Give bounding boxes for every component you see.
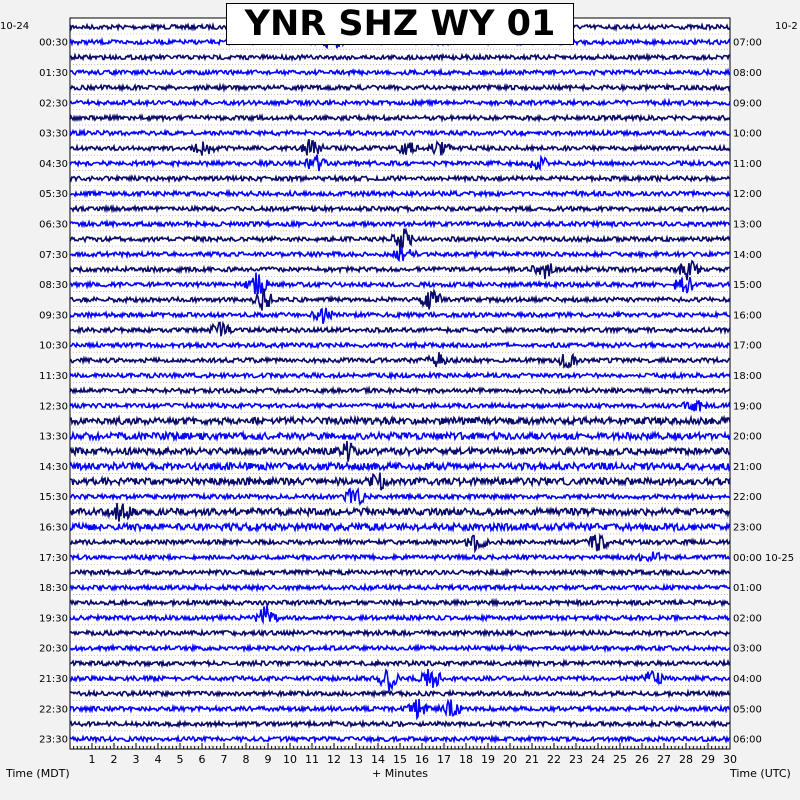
x-tick-label: 10 [283, 753, 297, 766]
left-time-label: 04:30 [39, 158, 68, 170]
x-tick-label: 15 [393, 753, 407, 766]
left-time-label: 03:30 [39, 128, 68, 140]
left-time-label: 22:30 [39, 704, 68, 716]
left-time-label: 21:30 [39, 673, 68, 685]
left-time-label: 07:30 [39, 249, 68, 261]
x-tick-label: 22 [547, 753, 561, 766]
left-time-label: 13:30 [39, 431, 68, 443]
x-tick-label: 24 [591, 753, 605, 766]
x-tick-label: 23 [569, 753, 583, 766]
left-time-label: 14:30 [39, 461, 68, 473]
right-time-label: 17:00 [733, 340, 762, 352]
right-time-label: 18:00 [733, 370, 762, 382]
left-time-label: 08:30 [39, 280, 68, 292]
left-time-label: 18:30 [39, 583, 68, 595]
x-tick-label: 27 [657, 753, 671, 766]
plot-frame [70, 18, 730, 749]
x-axis-center-title: + Minutes [372, 767, 429, 780]
x-tick-label: 19 [481, 753, 495, 766]
x-tick-label: 17 [437, 753, 451, 766]
left-time-label: 20:30 [39, 643, 68, 655]
left-time-label: 05:30 [39, 189, 68, 201]
right-time-labels [733, 38, 794, 746]
left-time-label: 00:30 [39, 37, 68, 49]
left-time-label: 23:30 [39, 734, 68, 746]
right-time-label: 14:00 [733, 249, 762, 261]
x-axis-right-title: Time (UTC) [730, 767, 791, 780]
x-tick-label: 8 [242, 753, 250, 766]
x-tick-label: 9 [264, 753, 272, 766]
x-tick-label: 7 [220, 753, 228, 766]
left-time-label: 11:30 [39, 370, 68, 382]
right-time-label: 02:00 [733, 613, 762, 625]
x-tick-label: 1 [88, 753, 96, 766]
x-tick-label: 12 [327, 753, 341, 766]
right-time-label: 09:00 [733, 98, 762, 110]
right-time-label: 16:00 [733, 310, 762, 322]
x-tick-label: 6 [198, 753, 206, 766]
right-time-label: 01:00 [733, 583, 762, 595]
left-time-label: 19:30 [39, 613, 68, 625]
right-time-label: 08:00 [733, 67, 762, 79]
left-time-label: 15:30 [39, 492, 68, 504]
right-time-label: 20:00 [733, 431, 762, 443]
left-time-label: 16:30 [39, 522, 68, 534]
right-time-label: 13:00 [733, 219, 762, 231]
x-tick-label: 18 [459, 753, 473, 766]
x-tick-label: 3 [132, 753, 140, 766]
right-time-label: 07:00 [733, 37, 762, 49]
right-time-label: 00:00 10-25 [733, 552, 795, 564]
right-time-label: 23:00 [733, 522, 762, 534]
right-time-label: 19:00 [733, 401, 762, 413]
left-time-label: 06:30 [39, 219, 68, 231]
x-axis-left-title: Time (MDT) [6, 767, 70, 780]
right-time-label: 03:00 [733, 643, 762, 655]
right-time-label: 15:00 [733, 280, 762, 292]
left-date-label: 10-24 [0, 21, 30, 32]
right-date-label: 10-2 [775, 21, 798, 32]
right-time-label: 22:00 [733, 492, 762, 504]
right-time-label: 05:00 [733, 704, 762, 716]
right-time-label: 04:00 [733, 673, 762, 685]
right-time-label: 10:00 [733, 128, 762, 140]
right-time-label: 11:00 [733, 158, 762, 170]
x-tick-label: 21 [525, 753, 539, 766]
x-tick-label: 20 [503, 753, 517, 766]
x-tick-label: 26 [635, 753, 649, 766]
left-time-label: 17:30 [39, 552, 68, 564]
x-tick-label: 14 [371, 753, 385, 766]
x-tick-label: 30 [723, 753, 737, 766]
station-title: YNR SHZ WY 01 [226, 3, 574, 45]
left-time-label: 12:30 [39, 401, 68, 413]
x-tick-label: 5 [176, 753, 184, 766]
x-tick-label: 16 [415, 753, 429, 766]
x-tick-label: 11 [305, 753, 319, 766]
right-time-label: 21:00 [733, 461, 762, 473]
right-time-label: 12:00 [733, 189, 762, 201]
left-time-label: 09:30 [39, 310, 68, 322]
x-tick-label: 29 [701, 753, 715, 766]
right-time-label: 06:00 [733, 734, 762, 746]
left-time-labels [39, 38, 68, 746]
left-time-label: 01:30 [39, 67, 68, 79]
x-tick-label: 13 [349, 753, 363, 766]
left-time-label: 02:30 [39, 98, 68, 110]
x-tick-label: 25 [613, 753, 627, 766]
x-tick-label: 28 [679, 753, 693, 766]
x-tick-label: 2 [110, 753, 118, 766]
x-tick-label: 4 [154, 753, 162, 766]
left-time-label: 10:30 [39, 340, 68, 352]
